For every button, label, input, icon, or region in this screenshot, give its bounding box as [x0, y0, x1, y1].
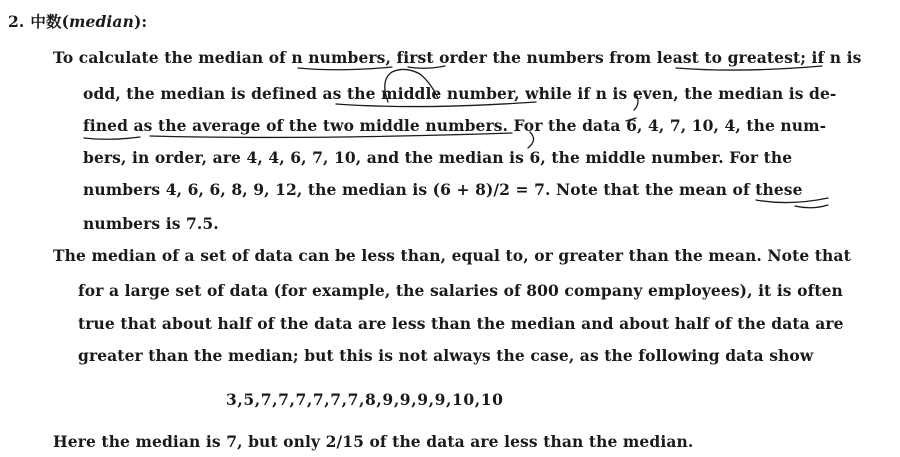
section-heading [8, 12, 147, 32]
chinese-term: 中数 [30, 13, 62, 31]
paragraph2-line: The median of a set of data can be less than, equal to, or greater than the mean. Note that [53, 246, 851, 265]
paragraph1-line: bers, in order, are 4, 4, 6, 7, 10, and the median is 6, the middle number. For the [83, 148, 793, 167]
underline-annotation [795, 205, 828, 208]
conclusion-line: Here the median is 7, but only 2/15 of the data are less than the median. [53, 432, 694, 451]
paragraph1-line: numbers 4, 6, 6, 8, 9, 12, the median is (6 + 8)/2 = 7. Note that the mean of these [83, 180, 803, 199]
paragraph2-line: true that about half of the data are less than the median and about half of the data are [78, 314, 844, 333]
paragraph2-line: for a large set of data (for example, the salaries of 800 company employees), it is often [78, 281, 843, 300]
paragraph2-line: greater than the median; but this is not always the case, as the following data show [78, 346, 814, 365]
underline-annotation [84, 137, 140, 139]
heading-close: ): [133, 12, 148, 31]
section-number: 2. [8, 12, 25, 31]
paragraph1-line: odd, the median is defined as the middle number, while if n is even, the median is de- [83, 84, 837, 103]
paragraph1-line: numbers is 7.5. [83, 214, 219, 233]
paragraph1-line: fined as the average of the two middle numbers. For the data 6, 4, 7, 10, 4, the num- [83, 116, 827, 135]
paragraph1-line: To calculate the median of n numbers, first order the numbers from least to greatest; if n is [53, 48, 862, 67]
data-sequence: 3,5,7,7,7,7,7,7,8,9,9,9,9,10,10 [226, 390, 504, 409]
heading-term: median [69, 12, 134, 31]
heading-open-paren: ( [61, 12, 70, 31]
